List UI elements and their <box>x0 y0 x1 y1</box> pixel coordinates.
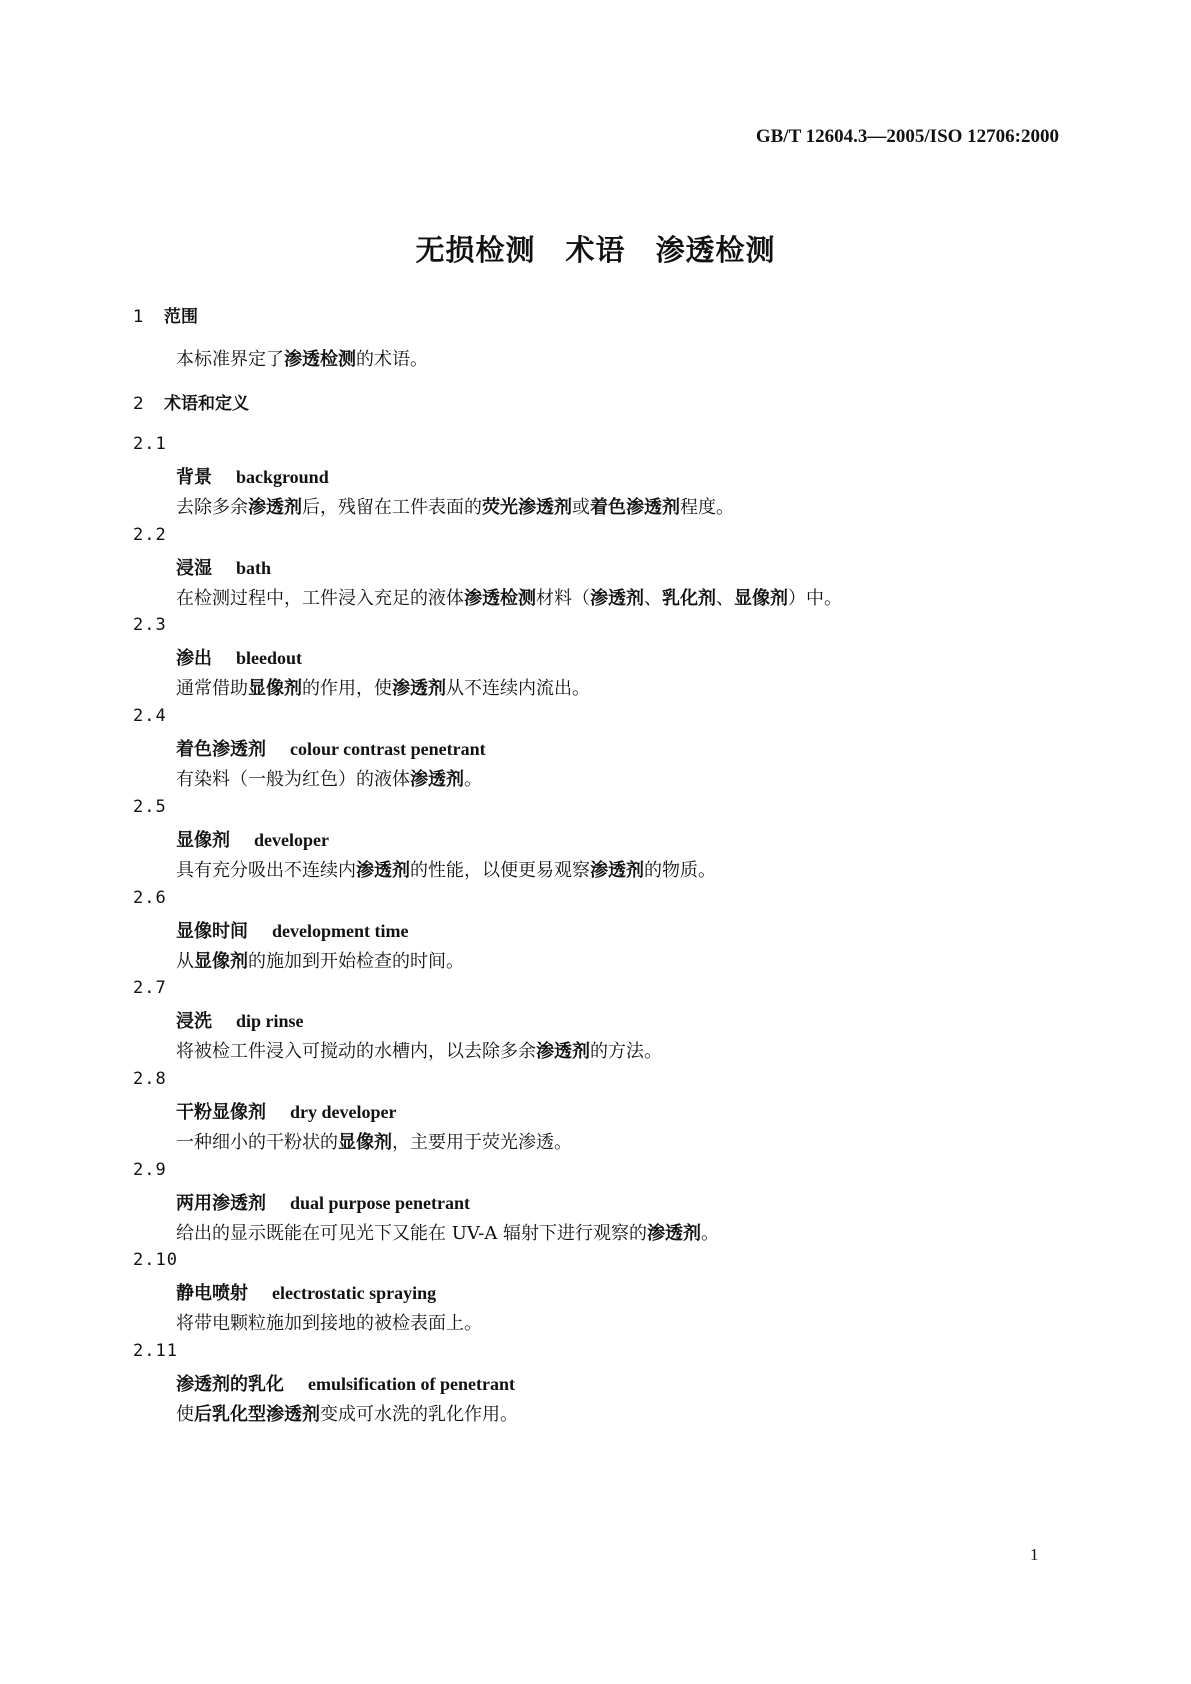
entry-number: 2.2 <box>133 524 167 545</box>
text-run: 通常借助 <box>176 678 248 700</box>
term-chinese: 干粉显像剂 <box>176 1101 266 1123</box>
entry-number: 2.9 <box>133 1159 167 1180</box>
entry-number: 2.5 <box>133 796 167 817</box>
document-title: 无损检测 术语 渗透检测 <box>415 233 776 267</box>
term-english: electrostatic spraying <box>272 1283 437 1304</box>
text-run: 使 <box>176 1404 194 1425</box>
text-run: 。 <box>464 769 482 791</box>
term-chinese: 浸洗 <box>176 1011 212 1033</box>
term-ref: 渗透剂 <box>392 678 446 700</box>
term-ref: 显像剂 <box>734 587 788 609</box>
entry-definition <box>176 1400 518 1426</box>
entry-definition <box>176 493 734 519</box>
term-english: bath <box>236 557 272 578</box>
term-english: emulsification of penetrant <box>308 1374 515 1394</box>
text-run: 程度。 <box>680 497 734 518</box>
entry-definition <box>176 856 716 882</box>
term-chinese: 着色渗透剂 <box>176 739 266 761</box>
section-number: 1 <box>133 307 144 327</box>
entry-definition <box>176 1037 662 1063</box>
text-run: 的施加到开始检查的时间。 <box>248 950 464 972</box>
term-ref: 渗透剂 <box>536 1041 590 1063</box>
section-number: 2 <box>133 394 144 414</box>
term-ref: 显像剂 <box>248 678 302 700</box>
text-run: 。 <box>701 1222 720 1244</box>
term-chinese: 显像时间 <box>176 920 248 942</box>
entry-number: 2.3 <box>133 615 167 636</box>
term-chinese: 背景 <box>176 467 212 488</box>
text-run: 将被检工件浸入可搅动的水槽内，以去除多余 <box>176 1041 536 1063</box>
entry-definition <box>176 1219 719 1245</box>
text-run: 、 <box>716 587 734 609</box>
text-run: 给出的显示既能在可见光下又能在 UV-A 辐射下进行观察的 <box>176 1222 648 1244</box>
entry-term <box>176 644 302 670</box>
entry-definition <box>176 765 482 791</box>
term-chinese: 浸湿 <box>176 557 212 579</box>
text-run: 的方法。 <box>590 1041 662 1063</box>
entry-term <box>176 463 329 489</box>
entry-term <box>176 826 329 852</box>
entry-term <box>176 1370 515 1396</box>
text-run: 变成可水洗的乳化作用。 <box>320 1404 518 1425</box>
text-run: 的术语。 <box>356 349 428 370</box>
text-run: 有染料（一般为红色）的液体 <box>176 769 410 791</box>
term-ref: 渗透检测 <box>284 349 356 370</box>
standard-code: GB/T 12604.3—2005/ISO 12706:2000 <box>755 126 1059 147</box>
term-english: bleedout <box>236 648 303 669</box>
text-run: 一种细小的干粉状的 <box>176 1131 338 1153</box>
term-english: developer <box>254 829 329 850</box>
entry-term <box>176 554 271 580</box>
term-ref: 显像剂 <box>194 950 248 972</box>
text-run: 的物质。 <box>644 859 716 881</box>
text-run: 将带电颗粒施加到接地的被检表面上。 <box>176 1313 482 1335</box>
text-run: 去除多余 <box>176 497 248 518</box>
term-ref: 渗透剂 <box>590 859 644 881</box>
entry-number: 2.6 <box>133 887 167 908</box>
page-number: 1 <box>1030 1545 1039 1564</box>
term-english: dry developer <box>290 1101 397 1122</box>
entry-number: 2.1 <box>133 434 167 454</box>
term-ref: 渗透剂 <box>647 1222 702 1244</box>
entry-term <box>176 735 486 761</box>
text-run: 、 <box>644 587 662 609</box>
entry-number: 2.11 <box>133 1341 178 1361</box>
term-chinese: 静电喷射 <box>176 1283 248 1305</box>
entry-term <box>176 1189 470 1215</box>
text-run: 本标准界定了 <box>176 349 284 370</box>
entry-term <box>176 1007 304 1033</box>
term-ref: 荧光渗透剂 <box>482 497 572 518</box>
term-english: dip rinse <box>236 1011 304 1032</box>
entry-number: 2.8 <box>133 1068 167 1089</box>
term-ref: 显像剂 <box>338 1131 392 1153</box>
entry-term <box>176 917 408 943</box>
entry-term <box>176 1279 436 1305</box>
text-run: 的性能，以便更易观察 <box>410 859 590 881</box>
term-chinese: 渗透剂的乳化 <box>176 1374 284 1395</box>
text-run: 材料（ <box>536 587 590 609</box>
section-heading-text: 术语和定义 <box>164 394 249 414</box>
term-ref: 后乳化型渗透剂 <box>194 1404 320 1425</box>
term-ref: 渗透剂 <box>356 859 410 881</box>
entry-number: 2.10 <box>133 1250 178 1271</box>
term-chinese: 两用渗透剂 <box>176 1192 266 1214</box>
entry-term <box>176 1098 396 1124</box>
term-ref: 着色渗透剂 <box>590 497 680 518</box>
term-english: colour contrast penetrant <box>290 739 486 760</box>
term-english: dual purpose penetrant <box>290 1192 471 1213</box>
text-run: ，主要用于荧光渗透。 <box>392 1131 572 1153</box>
term-chinese: 渗出 <box>176 648 212 670</box>
term-ref: 乳化剂 <box>662 587 716 609</box>
section-heading-terms <box>133 389 249 414</box>
term-chinese: 显像剂 <box>176 829 230 851</box>
text-run: 从不连续内流出。 <box>446 678 590 700</box>
entry-definition <box>176 1128 572 1154</box>
entry-definition <box>176 674 590 700</box>
term-ref: 渗透剂 <box>248 497 302 518</box>
term-ref: 渗透剂 <box>590 587 644 609</box>
section-heading-text: 范围 <box>164 307 198 327</box>
text-run: 的作用，使 <box>302 678 392 700</box>
entry-definition <box>176 947 464 973</box>
text-run: 从 <box>176 950 194 972</box>
term-english: background <box>236 467 329 487</box>
text-run: 后，残留在工件表面的 <box>302 497 482 518</box>
scope-paragraph <box>176 345 428 371</box>
entry-definition <box>176 1309 482 1335</box>
text-run: ）中。 <box>788 587 842 609</box>
text-run: 在检测过程中，工件浸入充足的液体 <box>176 587 464 609</box>
term-ref: 渗透剂 <box>410 769 464 791</box>
term-english: development time <box>272 920 409 941</box>
text-run: 具有充分吸出不连续内 <box>176 859 356 881</box>
text-run: 或 <box>572 497 590 518</box>
entry-number: 2.7 <box>133 978 167 999</box>
term-ref: 渗透检测 <box>464 587 536 609</box>
entry-number: 2.4 <box>133 706 167 727</box>
entry-definition <box>176 584 842 610</box>
section-heading-scope <box>133 302 198 327</box>
